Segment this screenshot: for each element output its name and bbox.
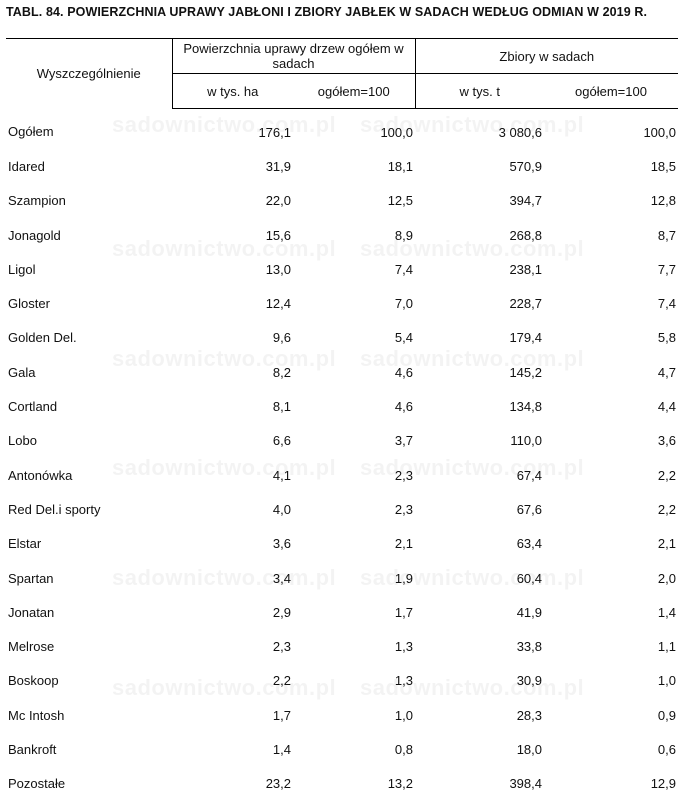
cell-harvest-pct: 3,6 xyxy=(657,433,676,449)
cell-variety: Jonatan xyxy=(8,604,55,620)
table-row xyxy=(6,149,678,183)
cell-harvest-pct: 18,5 xyxy=(650,158,676,174)
cell-area-pct: 7,0 xyxy=(394,296,413,312)
cell-area-pct: 0,8 xyxy=(394,741,413,757)
cell-harvest-pct: 8,7 xyxy=(657,227,676,243)
cell-area-ha: 22,0 xyxy=(265,193,291,209)
cell-variety: Gloster xyxy=(8,296,50,312)
table-row xyxy=(6,286,678,320)
cell-harvest-t: 110,0 xyxy=(510,433,542,449)
header-harvest-t: w tys. t xyxy=(415,74,544,109)
cell-variety: Szampion xyxy=(8,193,66,209)
cell-variety: Red Del.i sporty xyxy=(8,501,101,517)
table-row xyxy=(6,458,678,492)
cell-variety: Lobo xyxy=(8,433,37,449)
cell-harvest-pct: 0,6 xyxy=(657,741,676,757)
table-body xyxy=(6,109,678,801)
cell-area-ha: 15,6 xyxy=(265,227,291,243)
cell-area-pct: 2,1 xyxy=(394,536,413,552)
cell-area-ha: 12,4 xyxy=(265,296,291,312)
cell-harvest-pct: 12,8 xyxy=(650,193,676,209)
cell-area-pct: 3,7 xyxy=(394,433,413,449)
cell-harvest-t: 179,4 xyxy=(509,330,542,346)
header-harvest-pct: ogółem=100 xyxy=(544,74,678,109)
table-row xyxy=(6,629,678,663)
table-row xyxy=(6,698,678,732)
cell-area-ha: 31,9 xyxy=(265,158,291,174)
cell-harvest-t: 63,4 xyxy=(516,536,542,552)
cell-harvest-pct: 4,4 xyxy=(657,399,676,415)
cell-area-ha: 6,6 xyxy=(272,433,291,449)
cell-variety: Cortland xyxy=(8,399,58,415)
cell-harvest-t: 238,1 xyxy=(509,261,542,277)
cell-variety: Ogółem xyxy=(8,124,54,140)
cell-area-ha: 2,9 xyxy=(272,604,291,620)
cell-area-ha: 4,1 xyxy=(272,467,291,483)
cell-variety: Melrose xyxy=(8,639,55,655)
table-row xyxy=(6,767,678,801)
table-row xyxy=(6,109,678,150)
cell-harvest-t: 41,9 xyxy=(516,604,542,620)
cell-variety: Antonówka xyxy=(8,467,73,483)
cell-area-ha: 4,0 xyxy=(272,501,291,517)
cell-harvest-t: 28,3 xyxy=(516,707,542,723)
cell-area-ha: 1,7 xyxy=(272,707,291,723)
table-row xyxy=(6,389,678,423)
table-row xyxy=(6,492,678,526)
cell-area-pct: 18,1 xyxy=(387,158,413,174)
cell-variety: Ligol xyxy=(8,261,36,277)
cell-harvest-t: 228,7 xyxy=(509,296,542,312)
cell-area-pct: 100,0 xyxy=(380,124,413,140)
cell-harvest-t: 570,9 xyxy=(509,158,542,174)
cell-area-pct: 4,6 xyxy=(394,364,413,380)
cell-harvest-t: 67,4 xyxy=(516,467,542,483)
cell-area-pct: 4,6 xyxy=(394,399,413,415)
cell-area-ha: 8,2 xyxy=(272,364,291,380)
cell-variety: Bankroft xyxy=(8,741,57,757)
cell-harvest-t: 268,8 xyxy=(509,227,542,243)
cell-harvest-t: 60,4 xyxy=(516,570,542,586)
cell-area-ha: 23,2 xyxy=(265,776,291,792)
table-row xyxy=(6,732,678,766)
table-row xyxy=(6,664,678,698)
cell-area-ha: 3,4 xyxy=(272,570,291,586)
cell-harvest-t: 33,8 xyxy=(516,639,542,655)
table-row xyxy=(6,218,678,252)
table-header xyxy=(6,39,678,109)
cell-variety: Pozostałe xyxy=(8,776,66,792)
cell-harvest-t: 394,7 xyxy=(509,193,542,209)
cell-variety: Elstar xyxy=(8,536,42,552)
table-row xyxy=(6,424,678,458)
cell-area-ha: 3,6 xyxy=(272,536,291,552)
cell-harvest-pct: 1,4 xyxy=(657,604,676,620)
cell-area-pct: 2,3 xyxy=(394,501,413,517)
cell-area-ha: 176,1 xyxy=(258,124,291,140)
cell-area-ha: 2,3 xyxy=(272,639,291,655)
cell-harvest-t: 67,6 xyxy=(516,501,542,517)
cell-harvest-pct: 7,4 xyxy=(657,296,676,312)
cell-harvest-pct: 1,0 xyxy=(657,673,676,689)
cell-variety: Golden Del. xyxy=(8,330,77,346)
cell-harvest-t: 3 080,6 xyxy=(498,124,542,140)
cell-area-pct: 7,4 xyxy=(394,261,413,277)
cell-harvest-pct: 1,1 xyxy=(657,639,676,655)
table-row xyxy=(6,184,678,218)
cell-harvest-pct: 100,0 xyxy=(643,124,676,140)
cell-area-pct: 5,4 xyxy=(394,330,413,346)
cell-area-pct: 1,0 xyxy=(394,707,413,723)
cell-harvest-pct: 2,1 xyxy=(657,536,676,552)
cell-area-pct: 12,5 xyxy=(387,193,413,209)
cell-harvest-pct: 2,2 xyxy=(657,501,676,517)
table-row xyxy=(6,527,678,561)
cell-harvest-pct: 0,9 xyxy=(657,707,676,723)
cell-harvest-pct: 4,7 xyxy=(657,364,676,380)
cell-harvest-pct: 2,2 xyxy=(657,467,676,483)
cell-variety: Jonagold xyxy=(8,227,61,243)
cell-harvest-t: 18,0 xyxy=(516,741,542,757)
cell-area-pct: 1,9 xyxy=(394,570,413,586)
cell-area-ha: 8,1 xyxy=(272,399,291,415)
cell-harvest-pct: 7,7 xyxy=(657,261,676,277)
cell-harvest-pct: 5,8 xyxy=(657,330,676,346)
cell-area-ha: 1,4 xyxy=(272,741,291,757)
table-title: TABL. 84. POWIERZCHNIA UPRAWY JABŁONI I ZBIORY JABŁEK W SADACH WEDŁUG ODMIAN W 2019 R. xyxy=(6,5,648,19)
data-table xyxy=(6,38,678,801)
cell-area-ha: 13,0 xyxy=(265,261,291,277)
cell-area-pct: 2,3 xyxy=(394,467,413,483)
cell-area-pct: 1,3 xyxy=(394,673,413,689)
header-area-ha: w tys. ha xyxy=(172,74,293,109)
table-row xyxy=(6,321,678,355)
header-group-harvest: Zbiory w sadach xyxy=(415,39,678,74)
cell-variety: Idared xyxy=(8,158,45,174)
cell-harvest-t: 145,2 xyxy=(509,364,542,380)
header-area-pct: ogółem=100 xyxy=(293,74,415,109)
table-row xyxy=(6,595,678,629)
cell-harvest-pct: 12,9 xyxy=(650,776,676,792)
cell-area-ha: 2,2 xyxy=(272,673,291,689)
cell-area-pct: 13,2 xyxy=(387,776,413,792)
cell-harvest-pct: 2,0 xyxy=(657,570,676,586)
cell-harvest-t: 30,9 xyxy=(516,673,542,689)
cell-area-pct: 1,7 xyxy=(394,604,413,620)
table-row xyxy=(6,252,678,286)
cell-harvest-t: 134,8 xyxy=(509,399,542,415)
cell-variety: Mc Intosh xyxy=(8,707,65,723)
cell-area-pct: 1,3 xyxy=(394,639,413,655)
cell-area-ha: 9,6 xyxy=(272,330,291,346)
header-group-area: Powierzchnia uprawy drzew ogółem w sadach xyxy=(172,39,415,74)
table-row xyxy=(6,355,678,389)
cell-harvest-t: 398,4 xyxy=(509,776,542,792)
cell-variety: Gala xyxy=(8,364,36,380)
cell-variety: Boskoop xyxy=(8,673,59,689)
cell-variety: Spartan xyxy=(8,570,54,586)
cell-area-pct: 8,9 xyxy=(394,227,413,243)
header-stub: Wyszczególnienie xyxy=(6,39,172,109)
table-row xyxy=(6,561,678,595)
